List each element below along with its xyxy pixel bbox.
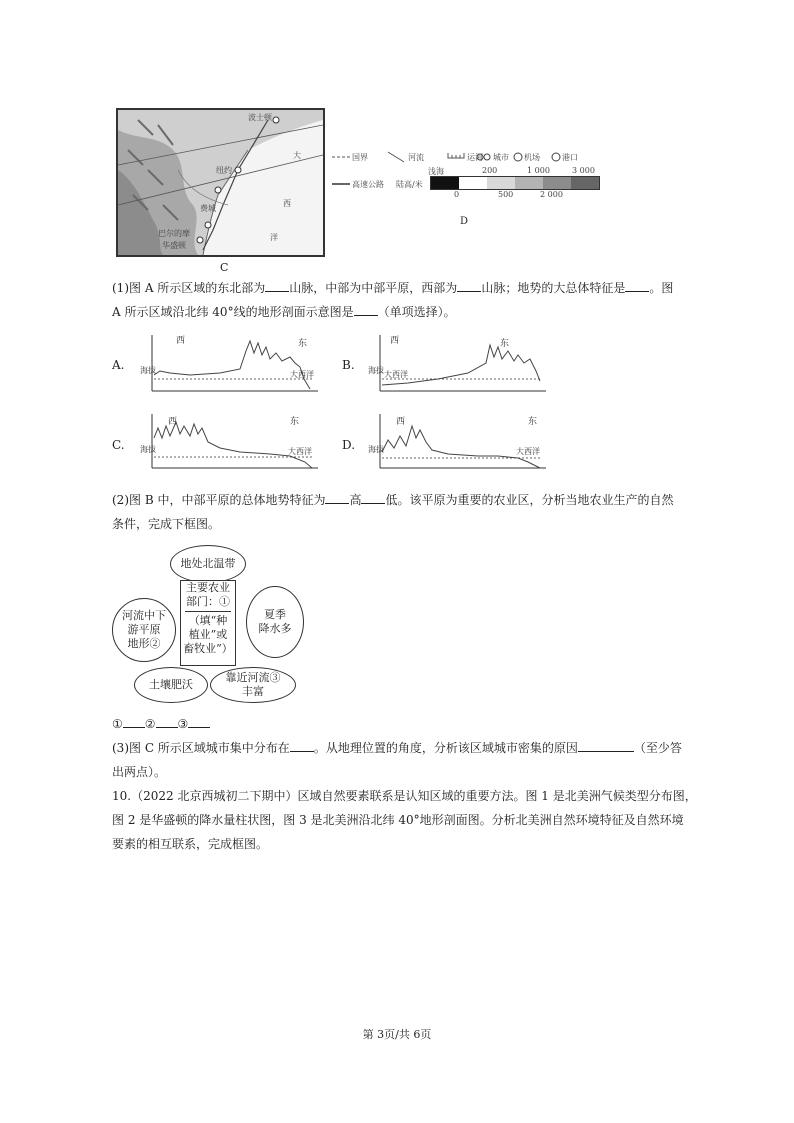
answer-3-label: ③: [177, 717, 189, 731]
answers-line: [112, 712, 210, 736]
q2-blank-1[interactable]: [325, 489, 349, 504]
q1-blank-2[interactable]: [457, 277, 481, 292]
q1-line1: [112, 276, 673, 300]
q1-text-d: 。图: [649, 281, 674, 295]
map-label-ocean-3: 洋: [270, 233, 278, 242]
legend-city: 城市: [493, 153, 509, 162]
legend-highway: 高速公路: [352, 180, 384, 189]
answer-1-blank[interactable]: [123, 713, 145, 728]
legend-elevation-label: 陆高/米: [396, 180, 423, 189]
q3-blank-2[interactable]: [578, 737, 634, 752]
option-b-letter: B.: [342, 358, 355, 372]
option-b-ylabel: 海拔: [368, 366, 384, 375]
legend-border: 国界: [352, 153, 368, 162]
legend-tick-3000: 3 000: [572, 166, 595, 175]
legend-airport: 机场: [524, 153, 540, 162]
option-a-ylabel: 海拔: [140, 366, 156, 375]
diagram-center-l4: 植业”或: [188, 628, 228, 641]
q3-line1: [112, 736, 682, 760]
option-a-west: 西: [176, 336, 186, 346]
q3-text-b: 。从地理位置的角度，分析该区域城市密集的原因: [313, 741, 578, 755]
legend-tick-200: 200: [482, 166, 498, 175]
q1-line2: [112, 300, 456, 324]
option-b-ocean: 大西洋: [384, 370, 408, 379]
legend-canal: 运河: [467, 153, 483, 162]
map-label-washington: 华盛顿: [162, 241, 186, 250]
map-c-graphic: [118, 110, 323, 255]
diagram-right-l2: 降水多: [258, 622, 292, 635]
legend-color-3: [515, 177, 543, 189]
option-d-west: 西: [396, 417, 406, 427]
diagram-center-box: [180, 580, 236, 666]
q1-text-f: （单项选择）。: [377, 305, 456, 319]
option-c-profile: [140, 412, 320, 472]
q1-text-e: A 所示区域沿北纬 40°线的地形剖面示意图是: [112, 305, 354, 319]
legend-panel-label: D: [460, 216, 469, 227]
q1-blank-4[interactable]: [354, 301, 378, 316]
option-b-profile: [368, 333, 548, 395]
q3-text-c: （至少答: [633, 741, 682, 755]
legend-color-4: [543, 177, 571, 189]
option-d-east: 东: [528, 417, 538, 427]
map-c: [116, 108, 325, 257]
q1-blank-1[interactable]: [265, 277, 289, 292]
option-a-letter: A.: [112, 358, 125, 372]
map-label-baltimore: 巴尔的摩: [158, 229, 190, 238]
q1-blank-3[interactable]: [625, 277, 649, 292]
map-c-label: C: [220, 261, 229, 274]
legend-tick-1000: 1 000: [527, 166, 550, 175]
diagram-top-oval: [170, 545, 246, 583]
diagram-bottom-left-oval: [134, 667, 208, 703]
legend-highway-line: [330, 179, 350, 189]
q10-line1: 10.（2022 北京西城初二下期中）区域自然要素联系是认知区域的重要方法。图 1 是北美洲气候类型分布图，: [112, 789, 697, 803]
legend-port: 港口: [562, 153, 578, 162]
diagram-bottom-right-l1[interactable]: 靠近河流③: [225, 671, 281, 684]
diagram-bottom-left-text: 土壤肥沃: [149, 678, 193, 691]
diagram-left-l2: 游平原: [127, 623, 161, 636]
diagram-top-text: 地处北温带: [180, 557, 236, 570]
q2-text-a: (2)图 B 中，中部平原的总体地势特征为: [112, 493, 326, 507]
option-d-letter: D.: [342, 438, 356, 452]
option-d-profile: [368, 412, 548, 472]
option-d-ocean: 大西洋: [516, 447, 540, 456]
map-label-philadelphia: 费城: [200, 204, 216, 213]
q1-text-c: 山脉；地势的大总体特征是: [481, 281, 626, 295]
option-b-east: 东: [500, 339, 510, 349]
q3-line2: 出两点）。: [112, 765, 167, 779]
q2-line2: 条件，完成下框图。: [112, 517, 221, 531]
map-label-ocean-2: 西: [283, 199, 291, 208]
answer-3-blank[interactable]: [188, 713, 210, 728]
legend-tick-2000: 2 000: [540, 190, 563, 199]
option-c-ylabel: 海拔: [140, 445, 156, 454]
map-label-boston: 波士顿: [248, 113, 272, 122]
diagram-center-l3: （填“种: [188, 614, 228, 627]
q10-line3: 要素的相互联系，完成框图。: [112, 837, 269, 851]
map-legend: [330, 148, 610, 228]
q10-line2: 图 2 是华盛顿的降水量柱状图，图 3 是北美洲沿北纬 40°地形剖面图。分析北美洲自然环境特征及自然环境: [112, 813, 684, 827]
diagram-right-oval: [246, 586, 304, 658]
option-b-west: 西: [390, 336, 400, 346]
option-a-ocean: 大西洋: [290, 370, 314, 379]
q3-text-a: (3)图 C 所示区域城市集中分布在: [112, 741, 290, 755]
diagram-center-l2[interactable]: 部门：①: [186, 595, 230, 608]
q3-blank-1[interactable]: [290, 737, 314, 752]
q2-line1: [112, 488, 673, 512]
page-footer: 第 3页/共 6页: [362, 1028, 432, 1041]
answer-2-blank[interactable]: [156, 713, 178, 728]
answer-1-label: ①: [112, 717, 123, 731]
legend-tick-0: 0: [454, 190, 460, 199]
legend-color-1: [459, 177, 487, 189]
q2-text-c: 低。该平原为重要的农业区，分析当地农业生产的自然: [385, 493, 674, 507]
map-label-newyork: 纽约: [216, 166, 232, 175]
legend-shallow: 浅海: [428, 167, 444, 176]
diagram-left-oval: [112, 598, 176, 662]
q1-text-b: 山脉，中部为中部平原，西部为: [289, 281, 458, 295]
legend-color-2: [487, 177, 515, 189]
diagram-center-l5: 畜牧业”）: [183, 642, 233, 655]
q2-blank-2[interactable]: [361, 489, 385, 504]
diagram-right-l1: 夏季: [264, 608, 286, 621]
legend-color-bar: [430, 176, 600, 190]
diagram-left-l1: 河流中下: [122, 609, 166, 622]
q1-text-a: (1)图 A 所示区域的东北部为: [112, 281, 266, 295]
option-c-letter: C.: [112, 438, 125, 452]
diagram-center-l1: 主要农业: [186, 581, 230, 594]
q2-text-b: 高: [349, 493, 362, 507]
diagram-left-l3[interactable]: 地形②: [127, 637, 161, 650]
option-c-west: 西: [168, 417, 178, 427]
legend-color-0: [431, 177, 459, 189]
legend-river: 河流: [408, 153, 424, 162]
option-a-east: 东: [298, 339, 308, 349]
diagram-bottom-right-oval: [210, 667, 296, 703]
legend-tick-500: 500: [498, 190, 514, 199]
diagram-bottom-right-l2: 丰富: [242, 685, 264, 698]
legend-color-5: [571, 177, 599, 189]
option-d-ylabel: 海拔: [368, 445, 384, 454]
option-a-profile: [140, 333, 320, 395]
map-label-ocean-1: 大: [293, 151, 301, 160]
answer-2-label: ②: [144, 717, 156, 731]
option-c-east: 东: [290, 417, 300, 427]
option-c-ocean: 大西洋: [288, 447, 312, 456]
